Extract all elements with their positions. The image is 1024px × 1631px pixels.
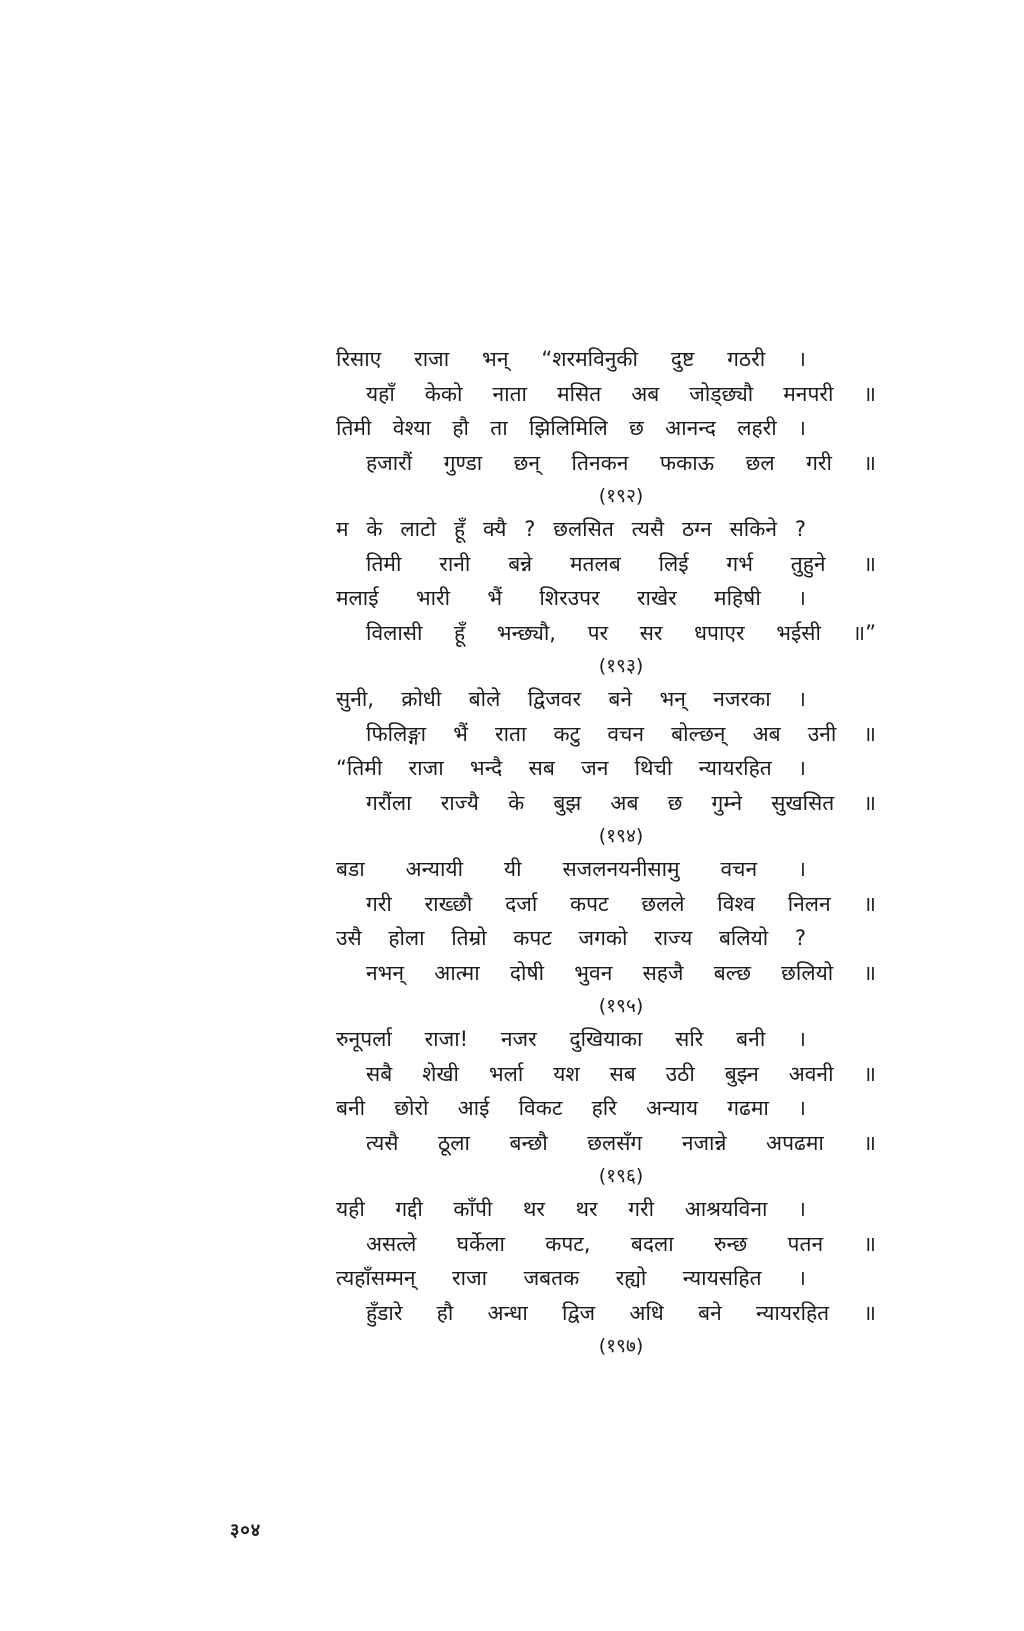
verse-line: तिमी रानी बन्ने मतलब लिई गर्भ तुहुने ॥	[366, 551, 876, 576]
verse-line: बडा अन्यायी यी सजलनयनीसामु वचन ।	[336, 857, 806, 881]
poem-block	[336, 342, 876, 1362]
stanza	[336, 342, 876, 512]
stanza-number: (१९६)	[598, 1165, 644, 1187]
verse-line: गरौंला राज्यै के बुझ अब छ गुम्ने सुखसित ॥	[366, 790, 876, 815]
verse-line: विलासी हूँ भन्छ्यौ, पर सर धपाएर भईसी ॥”	[366, 620, 876, 645]
stanza	[336, 512, 876, 682]
stanza-number: (१९७)	[598, 1335, 644, 1357]
stanza-number: (१९४)	[598, 825, 644, 847]
stanza	[336, 1192, 876, 1362]
stanza-number: (१९५)	[598, 995, 644, 1017]
verse-line: रिसाए राजा भन् “शरमविनुकी दुष्ट गठरी ।	[336, 347, 806, 371]
verse-line: तिमी वेश्या हौ ता झिलिमिलि छ आनन्द लहरी ।	[336, 416, 806, 440]
verse-line: मलाई भारी भैं शिरउपर राखेर महिषी ।	[336, 586, 806, 610]
verse-line: रुनूपर्ला राजा! नजर दुखियाका सरि बनी ।	[336, 1027, 806, 1051]
verse-line: त्यहाँसम्मन् राजा जबतक रह्यो न्यायसहित ।	[336, 1266, 806, 1290]
verse-line: नभन् आत्मा दोषी भुवन सहजै बल्छ छलियो ॥	[366, 960, 876, 985]
verse-line: फिलिङ्गा भैं राता कटु वचन बोल्छन् अब उनी ॥	[366, 721, 876, 746]
verse-line: यहाँ केको नाता मसित अब जोड्छ्यौ मनपरी ॥	[366, 381, 876, 406]
verse-line: त्यसै ठूला बन्छौ छलसँग नजान्ने अपढमा ॥	[366, 1130, 876, 1155]
stanza	[336, 1022, 876, 1192]
verse-line: गरी राख्छौ दर्जा कपट छलले विश्व निलन ॥	[366, 891, 876, 916]
verse-line: हुँडारे हौ अन्धा द्विज अधि बने न्यायरहित ॥	[366, 1300, 876, 1325]
verse-line: “तिमी राजा भन्दै सब जन थिची न्यायरहित ।	[336, 756, 806, 780]
page-number: ३०४	[230, 1520, 262, 1541]
verse-line: हजारौं गुण्डा छन् तिनकन फकाऊ छल गरी ॥	[366, 450, 876, 475]
stanza	[336, 682, 876, 852]
stanza	[336, 852, 876, 1022]
verse-line: बनी छोरो आई विकट हरि अन्याय गढमा ।	[336, 1096, 806, 1120]
verse-line: उसै होला तिम्रो कपट जगको राज्य बलियो ?	[336, 926, 806, 950]
verse-line: म के लाटो हूँ क्यै ? छलसित त्यसै ठग्न सकिने ?	[336, 517, 806, 541]
verse-line: सुनी, क्रोधी बोले द्विजवर बने भन् नजरका ।	[336, 687, 806, 711]
verse-line: असत्ले घर्केला कपट, बदला रुन्छ पतन ॥	[366, 1231, 876, 1256]
stanza-number: (१९३)	[598, 655, 644, 677]
stanza-number: (१९२)	[598, 485, 644, 507]
verse-line: सबै शेखी भर्ला यश सब उठी बुझ्न अवनी ॥	[366, 1061, 876, 1086]
verse-line: यही गद्दी काँपी थर थर गरी आश्रयविना ।	[336, 1197, 806, 1221]
